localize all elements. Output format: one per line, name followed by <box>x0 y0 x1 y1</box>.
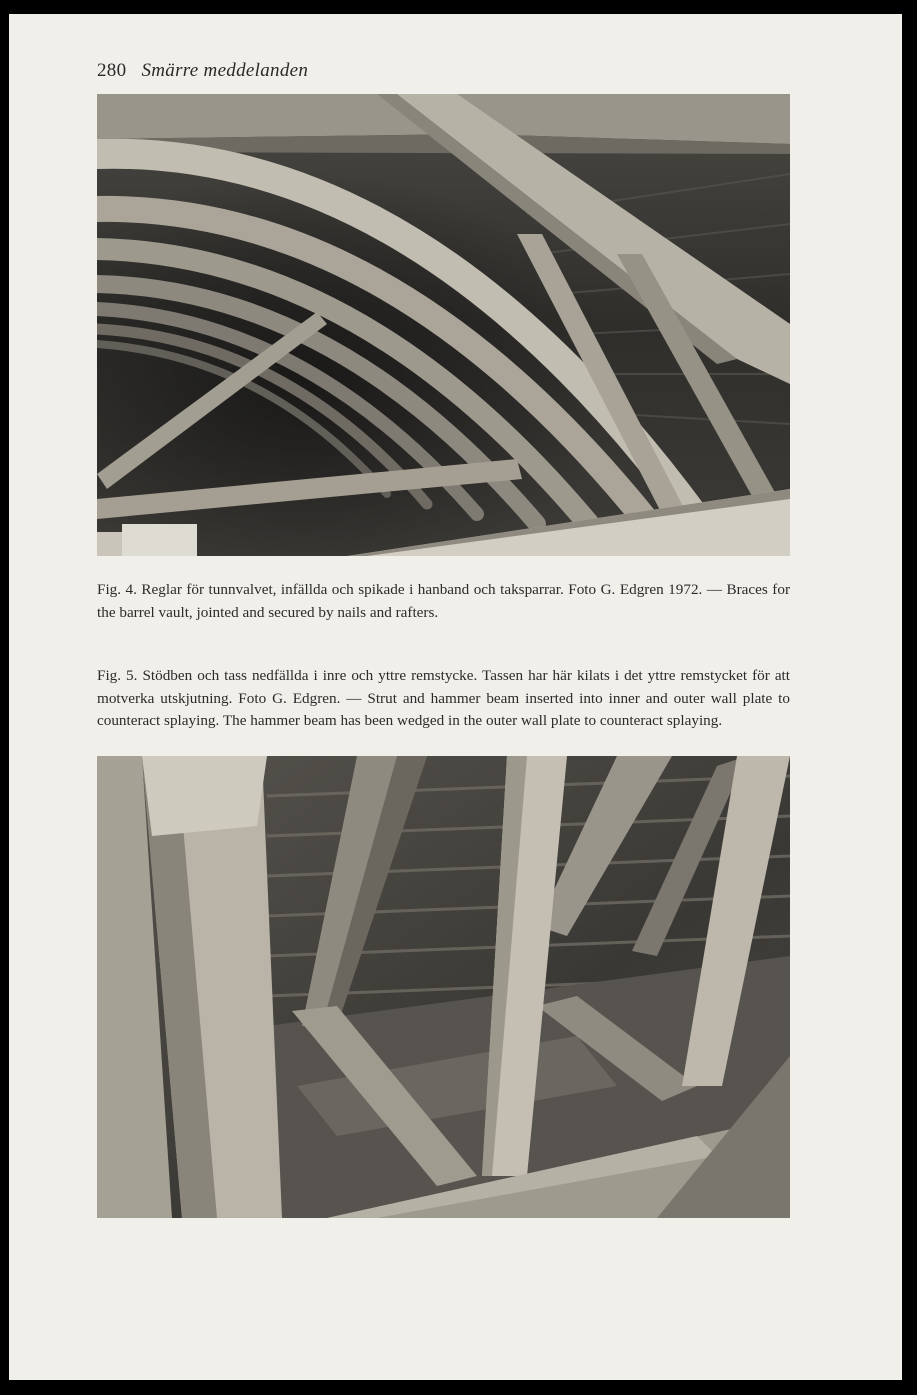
barrel-vault-photo <box>97 94 790 556</box>
section-title: Smärre meddelanden <box>141 60 309 81</box>
figure-5-caption: Fig. 5. Stödben och tass nedfällda i inre och yttre remstycke. Tassen har här kilats i det yttre remstycket för att motverka utskjutning. Foto G. Edgren. — Strut and hammer beam inserted into inner and outer wall plate to counteract splaying. The hammer beam has been wedged in the outer wall plate to counteract splaying. <box>97 667 790 730</box>
figure-5-photo <box>97 756 790 1218</box>
hammer-beam-photo <box>97 756 790 1218</box>
figure-4-photo <box>97 94 790 556</box>
page <box>9 14 902 1380</box>
page-number: 280 <box>97 60 127 81</box>
running-head <box>97 60 308 82</box>
figure-4-caption: Fig. 4. Reglar för tunnvalvet, infällda och spikade i hanband och taksparrar. Foto G. Edgren 1972. — Braces for the barrel vault, jointed and secured by nails and rafters. <box>97 581 790 621</box>
